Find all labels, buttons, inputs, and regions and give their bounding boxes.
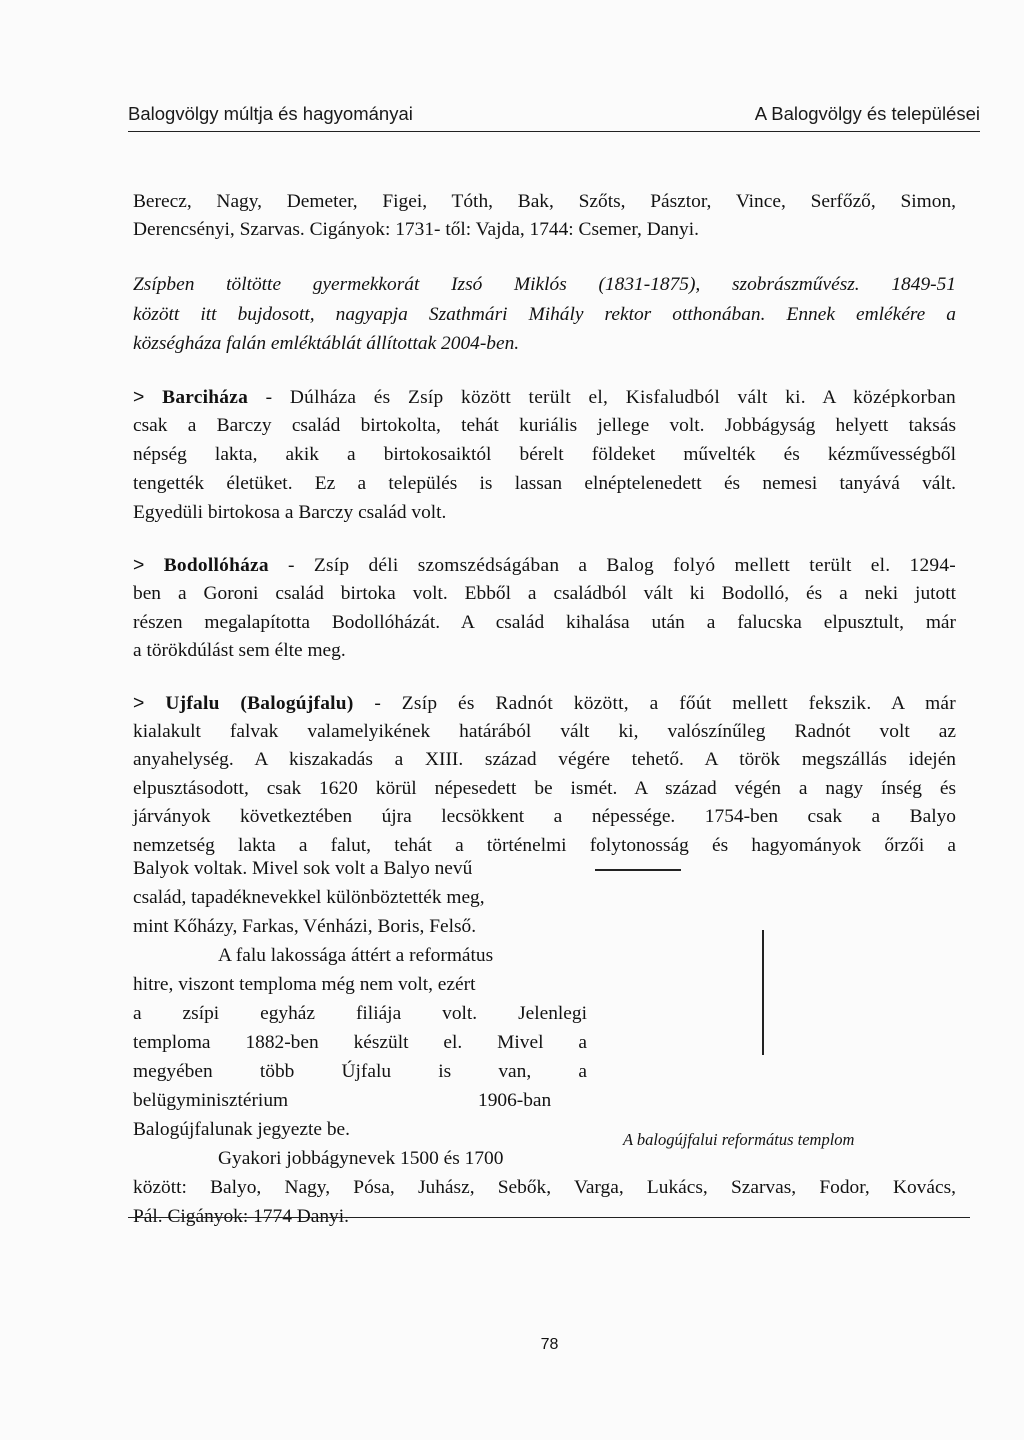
text-line: között itt bujdosott, nagyapja Szathmári Mihály rektor otthonában. Ennek emlékére a [133,304,956,325]
text-line: Pál. Cigányok: 1774 Danyi. [133,1206,349,1227]
text-line: Derencsényi, Szarvas. Cigányok: 1731- től: Vajda, 1744: Csemer, Danyi. [133,219,699,240]
text-line: 1906-ban [478,1090,552,1111]
text-line: járványok következtében újra lecsökkent a népessége. 1754-ben csak a Balyo [133,806,956,827]
header-chapter-title: A Balogvölgy és települései [754,103,980,124]
text-line: részen megalapította Bodollóházát. A család kihalása után a falucska elpusztult, már [133,612,956,633]
footer-rule [128,1217,970,1218]
paragraph-barcihaza [133,383,956,411]
paragraph-bodollohaza [133,551,956,579]
page-number: 78 [540,1336,559,1353]
text-line: Balyok voltak. Mivel sok volt a Balyo nevű [133,858,473,879]
text-line: belügyminisztérium [133,1090,289,1111]
text-line: hitre, viszont temploma még nem volt, ezért [133,974,476,995]
figure-side-edge [762,930,764,1055]
text-run: - Zsíp déli szomszédságában a Balog folyó mellett terült el. 1294- [268,555,956,576]
header-rule [128,131,980,132]
place-name: Barciháza [162,387,249,408]
text-line: tengették életüket. Ez a település is lassan elnéptelenedett és nemesi tanyává vált. [133,473,956,494]
place-name: Bodollóháza [163,555,269,576]
text-line: A falu lakossága áttért a református [218,945,494,966]
text-line: népség lakta, akik a birtokosaiktól bérelt földeket művelték és kézművességből [133,444,956,465]
text-line: anyahelység. A kiszakadás a XIII. század végére tehető. A török megszállás idején [133,749,956,770]
text-line: Egyedüli birtokosa a Barczy család volt. [133,502,447,523]
place-name: Ujfalu (Balogújfalu) [165,693,354,714]
bullet-arrow: > [133,386,145,408]
text-line: a zsípi egyház filiája volt. Jelenlegi [133,1003,587,1024]
header-book-title: Balogvölgy múltja és hagyományai [128,103,413,124]
text-line: megyében több Újfalu is van, a [133,1061,587,1082]
bullet-arrow: > [133,554,145,576]
text-run: - Zsíp és Radnót között, a főút mellett fekszik. A már [353,693,956,714]
bullet-arrow: > [133,692,145,714]
text-line: Gyakori jobbágynevek 1500 és 1700 [218,1148,504,1169]
text-line: Berecz, Nagy, Demeter, Figei, Tóth, Bak, Szőts, Pásztor, Vince, Serfőző, Simon, [133,191,956,212]
text-line: mint Kőházy, Farkas, Vénházi, Boris, Felső. [133,916,477,937]
text-line: Balogújfalunak jegyezte be. [133,1119,350,1140]
text-line: nemzetség lakta a falut, tehát a történelmi folytonosság és hagyományok őrzői a [133,835,956,856]
text-line: Zsípben töltötte gyermekkorát Izsó Miklós (1831-1875), szobrászművész. 1849-51 [133,274,956,295]
text-line: család, tapadéknevekkel különböztették meg, [133,887,485,908]
text-line: között: Balyo, Nagy, Pósa, Juhász, Sebők, Varga, Lukács, Szarvas, Fodor, Kovács, [133,1177,956,1198]
text-line: kialakult falvak valamelyikének határából vált ki, valószínűleg Radnót volt az [133,721,956,742]
text-line: a törökdúlást sem élte meg. [133,640,346,661]
paragraph-ujfalu [133,689,956,717]
text-line: temploma 1882-ben készült el. Mivel a [133,1032,587,1053]
text-line: elpusztásodott, csak 1620 körül népesedett be ismét. A század végén a nagy ínség és [133,778,956,799]
running-header [128,100,980,130]
text-run: - Dúlháza és Zsíp között terült el, Kisfaludból vált ki. A középkorban [248,387,956,408]
text-line: csak a Barczy család birtokolta, tehát kuriális jellege volt. Jobbágyság helyett taksás [133,415,956,436]
figure-top-edge [595,869,681,871]
figure-caption: A balogújfalui református templom [623,1130,855,1149]
text-line: ben a Goroni család birtoka volt. Ebből a családból vált ki Bodolló, és a neki jutott [133,583,956,604]
text-line: községháza falán emléktáblát állítottak 2004-ben. [133,333,520,354]
